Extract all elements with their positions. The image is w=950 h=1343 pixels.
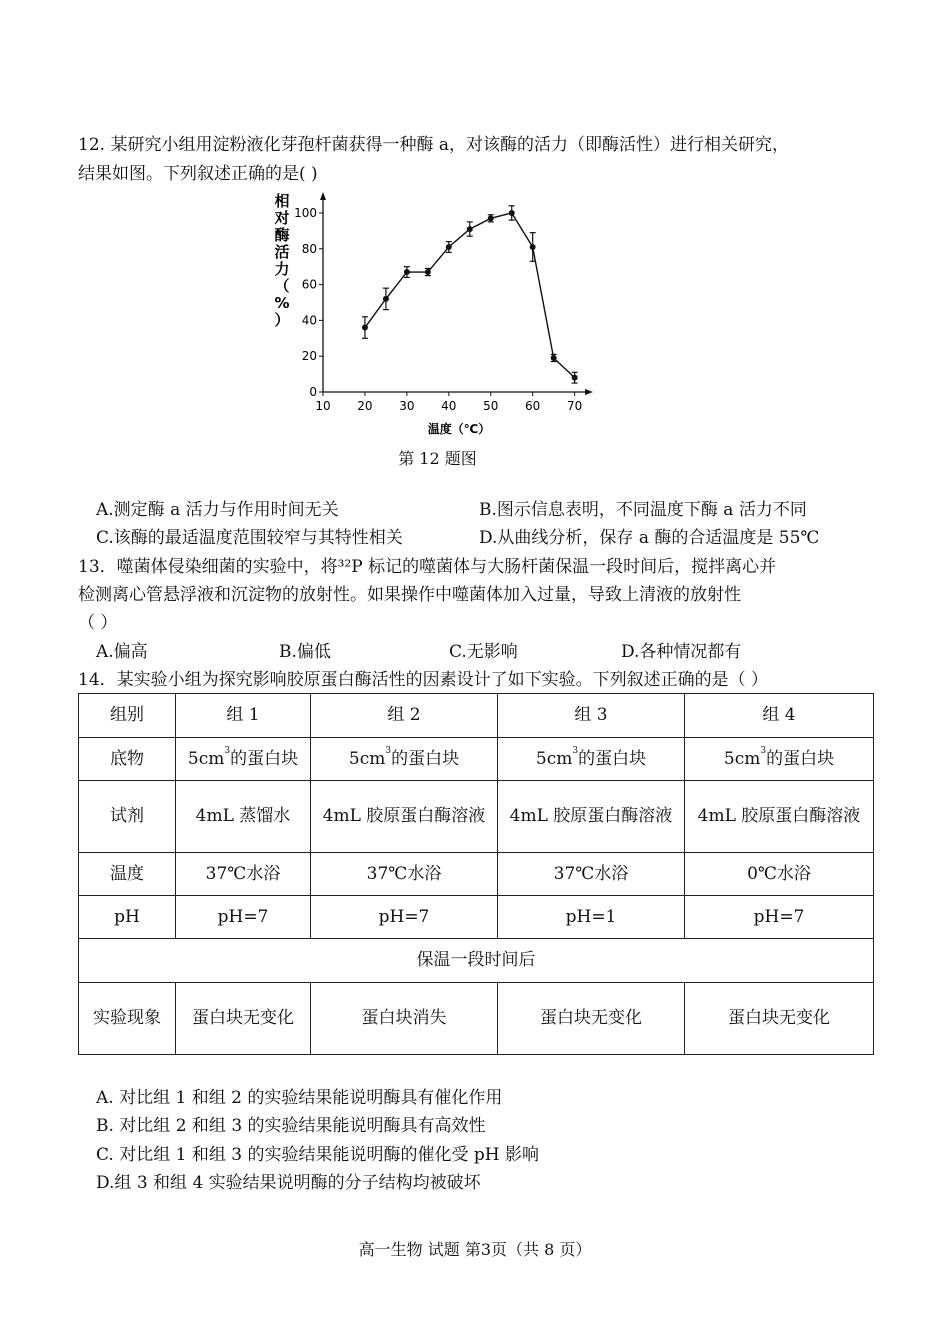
chart-ticks bbox=[294, 206, 582, 413]
y-tick-label: 40 bbox=[301, 313, 317, 328]
table-cell: 底物 bbox=[79, 738, 176, 781]
chart-xlabel: 温度（℃） bbox=[427, 422, 491, 436]
table-cell: pH=7 bbox=[685, 896, 874, 939]
table-cell: $5cm^3$的蛋白块 bbox=[176, 738, 311, 781]
y-axis-arrow bbox=[320, 192, 326, 200]
table-cell: pH bbox=[79, 896, 176, 939]
y-tick-label: 80 bbox=[301, 241, 317, 256]
q13-option-b: B.偏低 bbox=[279, 642, 331, 662]
table-cell: 试剂 bbox=[79, 781, 176, 853]
figure-caption: 第 12 题图 bbox=[398, 449, 477, 468]
q13-stem-line2: 检测离心管悬浮液和沉淀物的放射性。如果操作中噬菌体加入过量，导致上清液的放射性 bbox=[78, 585, 741, 605]
q14-option-b: B. 对比组 2 和组 3 的实验结果能说明酶具有高效性 bbox=[96, 1116, 486, 1136]
page-footer: 高一生物 试题 第3页（共 8 页） bbox=[358, 1240, 592, 1259]
x-tick-label: 60 bbox=[525, 399, 541, 413]
data-point bbox=[488, 215, 494, 221]
x-tick-label: 10 bbox=[315, 399, 331, 413]
table-row-ph bbox=[79, 896, 874, 939]
table-row-substrate bbox=[79, 738, 874, 781]
table-row-temperature bbox=[79, 853, 874, 896]
q12-stem-line2: 结果如图。下列叙述正确的是( ) bbox=[78, 164, 318, 184]
table-cell: 组 2 bbox=[311, 694, 498, 738]
enzyme-activity-chart bbox=[265, 192, 595, 442]
table-cell: 4mL 胶原蛋白酶溶液 bbox=[685, 781, 874, 853]
table-cell: pH=7 bbox=[176, 896, 311, 939]
table-cell: 组 4 bbox=[685, 694, 874, 738]
x-tick-label: 40 bbox=[441, 399, 457, 413]
q13-option-d: D.各种情况都有 bbox=[621, 642, 742, 662]
y-tick-label: 20 bbox=[301, 349, 317, 364]
q13-option-c: C.无影响 bbox=[449, 642, 518, 662]
data-point bbox=[362, 325, 368, 331]
data-point bbox=[467, 226, 473, 232]
table-cell: 温度 bbox=[79, 853, 176, 896]
x-tick-label: 70 bbox=[566, 399, 583, 413]
table-cell: 37℃水浴 bbox=[498, 853, 685, 896]
table-row-reagent bbox=[79, 781, 874, 853]
table-cell: $5cm^3$的蛋白块 bbox=[311, 738, 498, 781]
q12-option-a: A.测定酶 a 活力与作用时间无关 bbox=[96, 500, 339, 520]
q12-option-d: D.从曲线分析，保存 a 酶的合适温度是 55℃ bbox=[479, 528, 820, 548]
table-cell: pH=7 bbox=[311, 896, 498, 939]
x-tick-label: 20 bbox=[357, 399, 373, 413]
table-cell: 37℃水浴 bbox=[311, 853, 498, 896]
data-point bbox=[425, 269, 431, 275]
table-cell: 4mL 胶原蛋白酶溶液 bbox=[311, 781, 498, 853]
table-cell: 37℃水浴 bbox=[176, 853, 311, 896]
q14-stem: 14．某实验小组为探究影响胶原蛋白酶活性的因素设计了如下实验。下列叙述正确的是（ ） bbox=[78, 670, 769, 690]
data-point bbox=[509, 210, 515, 216]
data-point bbox=[383, 296, 389, 302]
q12-option-b: B.图示信息表明，不同温度下酶 a 活力不同 bbox=[479, 500, 807, 520]
q14-option-a: A. 对比组 1 和组 2 的实验结果能说明酶具有催化作用 bbox=[96, 1088, 503, 1108]
table-row-incubate bbox=[79, 939, 874, 983]
table-row-result bbox=[79, 983, 874, 1055]
data-point bbox=[404, 269, 410, 275]
chart-ylabel bbox=[273, 192, 289, 329]
y-tick-label: 60 bbox=[301, 277, 317, 292]
table-row-header bbox=[79, 694, 874, 738]
q12-stem-line1: 12. 某研究小组用淀粉液化芽孢杆菌获得一种酶 a，对该酶的活力（即酶活性）进行相关研究， bbox=[78, 135, 789, 155]
q14-option-c: C. 对比组 1 和组 3 的实验结果能说明酶的催化受 pH 影响 bbox=[96, 1145, 539, 1165]
table-cell: 蛋白块无变化 bbox=[685, 983, 874, 1055]
q12-option-c: C.该酶的最适温度范围较窄与其特性相关 bbox=[96, 528, 403, 548]
data-point bbox=[530, 244, 536, 250]
table-cell: 0℃水浴 bbox=[685, 853, 874, 896]
table-cell: 4mL 胶原蛋白酶溶液 bbox=[498, 781, 685, 853]
table-cell: 保温一段时间后 bbox=[79, 939, 874, 983]
table-cell: 组 3 bbox=[498, 694, 685, 738]
table-cell: 4mL 蒸馏水 bbox=[176, 781, 311, 853]
table-cell: 实验现象 bbox=[79, 983, 176, 1055]
table-cell: 组 1 bbox=[176, 694, 311, 738]
y-tick-label: 100 bbox=[294, 205, 317, 220]
table-cell: pH=1 bbox=[498, 896, 685, 939]
x-axis-arrow bbox=[585, 389, 593, 395]
data-point bbox=[572, 375, 578, 381]
table-cell: 蛋白块消失 bbox=[311, 983, 498, 1055]
table-cell: 蛋白块无变化 bbox=[176, 983, 311, 1055]
x-tick-label: 30 bbox=[399, 399, 415, 413]
chart-ylabel-text: 相对酶活力（%） bbox=[274, 192, 290, 329]
q14-option-d: D.组 3 和组 4 实验结果说明酶的分子结构均被破坏 bbox=[96, 1173, 481, 1193]
q13-option-a: A.偏高 bbox=[96, 642, 148, 662]
data-point bbox=[446, 244, 452, 250]
table-cell: 蛋白块无变化 bbox=[498, 983, 685, 1055]
data-point bbox=[551, 355, 557, 361]
x-tick-label: 50 bbox=[483, 399, 499, 413]
chart-series bbox=[362, 206, 578, 383]
chart-axes bbox=[320, 192, 593, 395]
table-cell: 组别 bbox=[79, 694, 176, 738]
table-cell: $5cm^3$的蛋白块 bbox=[498, 738, 685, 781]
y-tick-label: 0 bbox=[309, 385, 317, 399]
experiment-table bbox=[78, 693, 874, 1055]
table-cell: $5cm^3$的蛋白块 bbox=[685, 738, 874, 781]
series-line bbox=[365, 213, 575, 378]
q13-stem-line1: 13．噬菌体侵染细菌的实验中，将³²P 标记的噬菌体与大肠杆菌保温一段时间后，搅拌离心并 bbox=[78, 557, 777, 577]
q13-stem-line3: （ ） bbox=[78, 613, 118, 633]
